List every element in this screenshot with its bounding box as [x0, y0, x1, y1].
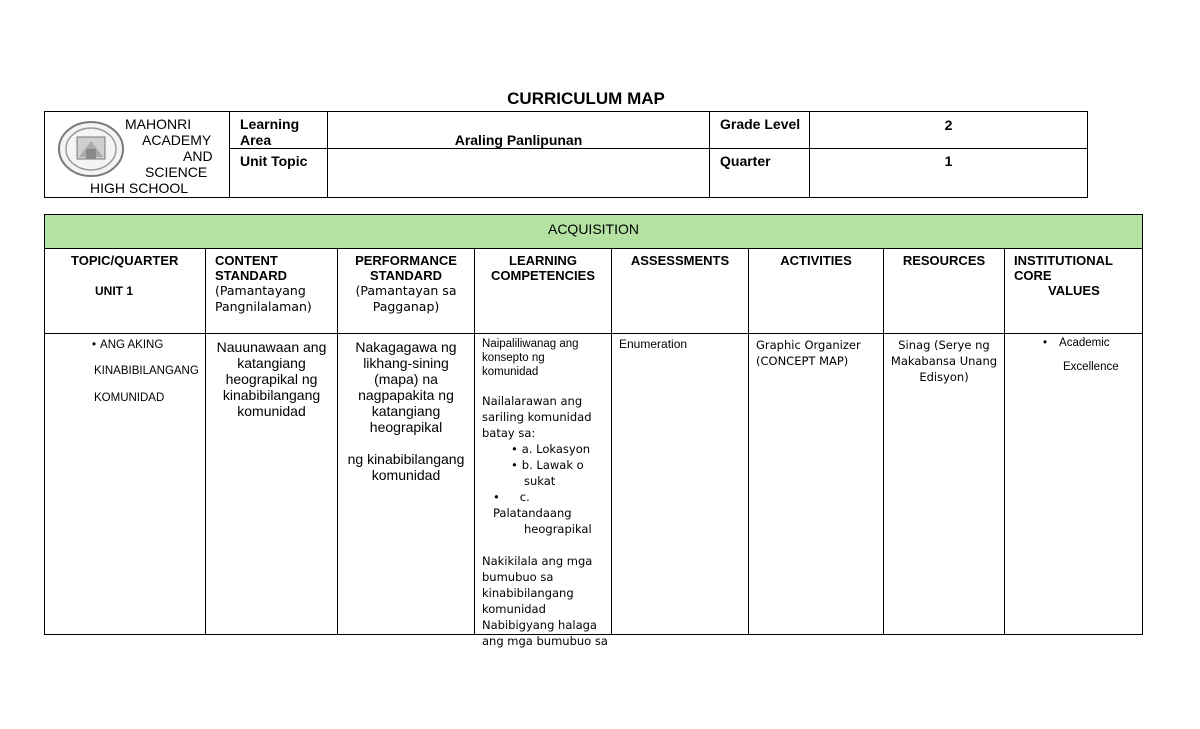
school-name-line: SCIENCE	[145, 164, 208, 180]
col-header-learning-competencies: LEARNING COMPETENCIES	[474, 248, 612, 334]
quarter-value: 1	[944, 153, 953, 169]
learning-area-value: Araling Panlipunan	[454, 132, 583, 148]
table-row-core-values-cell: • Academic Excellence	[1004, 333, 1143, 635]
core-value-line: Academic	[1059, 337, 1110, 349]
col-header-resources: RESOURCES	[883, 248, 1005, 334]
quarter-label-cell: Quarter	[709, 148, 810, 198]
acquisition-section-header	[44, 214, 1143, 249]
table-row-performance-standard-cell: Nakagagawa ng likhang-sining (mapa) na nagpapakita ng katangiang heograpikal ng kinabibilangang komunidad	[337, 333, 475, 635]
school-name-line: MAHONRI	[125, 116, 192, 132]
grade-level-value: 2	[944, 117, 953, 133]
page-title: CURRICULUM MAP	[507, 89, 665, 108]
col-header-topic: TOPIC/QUARTER UNIT 1	[44, 248, 206, 334]
grade-level-value-cell	[809, 111, 1088, 149]
quarter-value-cell	[809, 148, 1088, 198]
learning-area-label-cell: Learning Area	[229, 111, 328, 149]
table-row-resources-cell: Sinag (Serye ng Makabansa Unang Edisyon)	[883, 333, 1005, 635]
col-header-assessments: ASSESSMENTS	[611, 248, 749, 334]
col-header-institutional-core-values: INSTITUTIONAL CORE VALUES	[1004, 248, 1143, 334]
unit-topic-value-cell	[327, 148, 710, 198]
section-title: ACQUISITION	[547, 221, 639, 237]
school-logo-cell	[44, 111, 230, 198]
table-row-activities-cell: Graphic Organizer (CONCEPT MAP)	[748, 333, 884, 635]
assessment-value: Enumeration	[619, 337, 688, 351]
table-row-learning-competencies-cell: Naipaliliwanag ang konsepto ng komunidad Nailalarawan ang sariling komunidad batay sa: • a. Lokasyon • b. Lawak o sukat • c. Palatandaang heograpikal Nakikilala ang mga bumubuo sa kinabibilangang komunidad Nabibigyang halaga ang mga bumubuo sa	[474, 333, 612, 635]
table-row-assessments-cell	[611, 333, 749, 635]
topic-line: • ANG AKING	[92, 339, 163, 351]
learning-area-value-cell	[327, 111, 710, 149]
school-name-line: ACADEMY	[142, 132, 212, 148]
table-row-content-standard-cell: Nauunawaan ang katangiang heograpikal ng kinabibilangang komunidad	[205, 333, 338, 635]
col-header-performance-standard: PERFORMANCE STANDARD (Pamantayan sa Pagganap)	[337, 248, 475, 334]
grade-level-label-cell: Grade Level	[709, 111, 810, 149]
core-value-line: Excellence	[1063, 361, 1119, 373]
school-name-line: AND	[183, 148, 213, 164]
topic-line: KINABIBILANGANG	[94, 365, 199, 377]
school-name-line: HIGH SCHOOL	[90, 180, 189, 196]
table-row-topic-cell	[44, 333, 206, 635]
col-header-activities: ACTIVITIES	[748, 248, 884, 334]
topic-line: KOMUNIDAD	[94, 392, 165, 404]
col-header-content-standard: CONTENT STANDARD (Pamantayang Pangnilalaman)	[205, 248, 338, 334]
unit-topic-label-cell: Unit Topic	[229, 148, 328, 198]
